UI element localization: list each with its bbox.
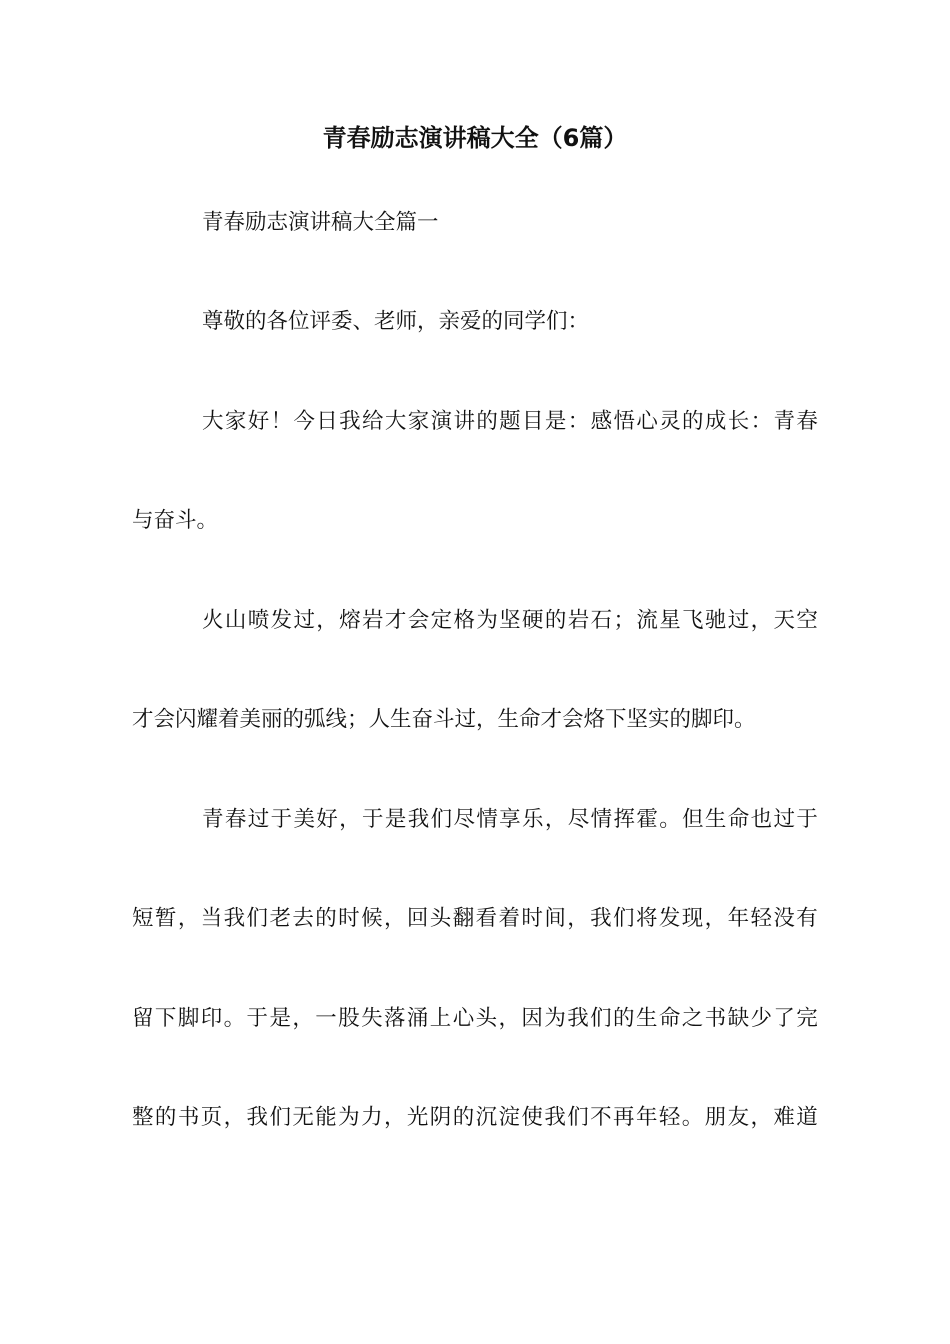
- text-char: 目: [522, 409, 544, 434]
- text-char: 我: [223, 906, 246, 931]
- text-char: ，: [544, 807, 567, 832]
- text-char: 轻: [658, 1105, 681, 1130]
- text-char: ，: [704, 906, 727, 931]
- text-char: 道: [796, 1105, 818, 1130]
- text-char: 长: [727, 409, 750, 434]
- text-char: 淀: [498, 1105, 521, 1130]
- text-char: 过: [773, 807, 795, 832]
- text-char: 去: [292, 906, 314, 931]
- text-char: 上: [429, 1006, 452, 1031]
- text-char: 一: [315, 1006, 337, 1031]
- text-char: 坚: [499, 608, 521, 633]
- salutation-line: 尊敬的各位评委、老师，亲爱的同学们：: [202, 309, 590, 334]
- text-char: 力: [361, 1105, 383, 1130]
- text-char: 心: [452, 1006, 475, 1031]
- text-char: 享: [499, 807, 521, 832]
- text-char: 书: [704, 1006, 727, 1031]
- text-char: 的: [315, 906, 337, 931]
- text-char: 。: [223, 1006, 246, 1031]
- text-char: 当: [200, 906, 223, 931]
- text-char: 朋: [704, 1105, 727, 1130]
- text-char: 们: [269, 1105, 291, 1130]
- text-char: 硬: [522, 608, 544, 633]
- text-char: 也: [750, 807, 773, 832]
- text-char: 日: [316, 409, 338, 434]
- text-char: 我: [246, 1105, 269, 1130]
- text-char: 乐: [522, 807, 544, 832]
- text-char: ；: [613, 608, 635, 633]
- text-char: 火: [202, 608, 224, 633]
- text-char: 再: [613, 1105, 635, 1130]
- text-char: 过: [247, 807, 270, 832]
- paragraph-line: 才会闪耀着美丽的弧线；人生奋斗过，生命才会烙下坚实的脚印。: [132, 707, 756, 732]
- text-char: 大: [384, 409, 407, 434]
- text-char: ！: [270, 409, 293, 434]
- text-char: 缺: [727, 1006, 750, 1031]
- text-char: 沉: [475, 1105, 498, 1130]
- paragraph-line: [132, 1103, 818, 1133]
- text-char: 空: [796, 608, 818, 633]
- text-char: 于: [796, 807, 818, 832]
- text-char: 涌: [406, 1006, 429, 1031]
- text-char: ，: [383, 906, 406, 931]
- text-char: 给: [362, 409, 384, 434]
- text-char: 于: [362, 807, 384, 832]
- text-char: 候: [361, 906, 383, 931]
- text-char: 我: [590, 906, 612, 931]
- text-char: 我: [567, 1006, 589, 1031]
- text-char: 落: [383, 1006, 406, 1031]
- text-char: 光: [406, 1105, 429, 1130]
- text-char: 格: [453, 608, 475, 633]
- text-char: 尽: [567, 807, 590, 832]
- text-char: 头: [475, 1006, 498, 1031]
- text-char: 因: [521, 1006, 543, 1031]
- text-char: 们: [430, 807, 453, 832]
- text-char: 悟: [613, 409, 635, 434]
- text-char: 着: [498, 906, 521, 931]
- text-char: 印: [200, 1006, 223, 1031]
- paragraph-line: [202, 606, 818, 636]
- text-char: 但: [682, 807, 704, 832]
- text-char: 头: [429, 906, 452, 931]
- text-char: 无: [292, 1105, 314, 1130]
- text-char: 阴: [429, 1105, 452, 1130]
- text-char: 青: [773, 409, 795, 434]
- text-char: 美: [293, 807, 315, 832]
- text-char: 了: [773, 1006, 795, 1031]
- paragraph-line: [132, 1004, 818, 1034]
- text-char: ：: [567, 409, 590, 434]
- text-char: 有: [796, 906, 818, 931]
- text-char: 灵: [659, 409, 681, 434]
- text-char: ，: [383, 1105, 406, 1130]
- text-char: 是: [544, 409, 567, 434]
- text-char: 命: [727, 807, 750, 832]
- text-char: 于: [270, 807, 293, 832]
- text-char: 下: [154, 1006, 177, 1031]
- text-char: 霍: [636, 807, 658, 832]
- text-char: 年: [727, 906, 750, 931]
- text-char: 难: [773, 1105, 795, 1130]
- text-char: 生: [704, 807, 727, 832]
- text-char: 。: [659, 807, 681, 832]
- text-char: 岩: [362, 608, 384, 633]
- text-char: 不: [590, 1105, 612, 1130]
- text-char: 现: [681, 906, 704, 931]
- text-char: 我: [339, 409, 361, 434]
- text-char: 尽: [453, 807, 475, 832]
- text-char: 们: [590, 1006, 612, 1031]
- text-char: 会: [407, 608, 430, 633]
- text-char: 好: [247, 409, 270, 434]
- text-char: 是: [384, 807, 407, 832]
- text-char: 流: [636, 608, 658, 633]
- text-char: 发: [270, 608, 293, 633]
- text-char: 我: [407, 807, 430, 832]
- paragraph-line: 与奋斗。: [132, 508, 219, 533]
- text-char: 我: [544, 1105, 566, 1130]
- text-char: 为: [544, 1006, 566, 1031]
- text-char: 的: [452, 1105, 475, 1130]
- text-char: ，: [339, 807, 361, 832]
- text-char: 少: [750, 1006, 772, 1031]
- text-char: 天: [773, 608, 795, 633]
- text-char: 发: [658, 906, 681, 931]
- text-char: 暂: [154, 906, 177, 931]
- text-char: 讲: [453, 409, 475, 434]
- text-char: 留: [132, 1006, 154, 1031]
- text-char: 能: [315, 1105, 337, 1130]
- section-heading: 青春励志演讲稿大全篇一: [202, 210, 439, 235]
- text-char: 们: [567, 1105, 589, 1130]
- text-char: 成: [704, 409, 727, 434]
- text-char: 题: [499, 409, 521, 434]
- text-char: 挥: [613, 807, 635, 832]
- text-char: 好: [316, 807, 338, 832]
- text-char: 心: [636, 409, 658, 434]
- text-char: 熔: [339, 608, 361, 633]
- text-char: ，: [316, 608, 338, 633]
- text-char: 友: [727, 1105, 750, 1130]
- text-char: 命: [658, 1006, 681, 1031]
- text-char: ，: [750, 1105, 772, 1130]
- text-char: 回: [406, 906, 429, 931]
- text-char: 的: [476, 409, 498, 434]
- text-char: 情: [590, 807, 613, 832]
- text-char: 是: [269, 1006, 291, 1031]
- text-char: 定: [430, 608, 453, 633]
- text-char: 岩: [567, 608, 590, 633]
- text-char: 将: [635, 906, 658, 931]
- text-char: 间: [544, 906, 566, 931]
- text-char: 翻: [452, 906, 475, 931]
- text-char: 演: [430, 409, 453, 434]
- text-char: ，: [750, 608, 773, 633]
- text-char: 失: [361, 1006, 383, 1031]
- paragraph-line: [202, 805, 818, 835]
- text-char: ，: [223, 1105, 246, 1130]
- text-char: 今: [293, 409, 315, 434]
- text-char: 整: [132, 1105, 154, 1130]
- text-char: 们: [613, 906, 635, 931]
- text-char: 年: [635, 1105, 658, 1130]
- text-char: ，: [498, 1006, 521, 1031]
- text-char: 春: [796, 409, 818, 434]
- text-char: 老: [269, 906, 291, 931]
- text-char: 为: [476, 608, 498, 633]
- text-char: 的: [544, 608, 567, 633]
- text-char: 喷: [247, 608, 270, 633]
- text-char: 过: [293, 608, 315, 633]
- text-char: 于: [246, 1006, 269, 1031]
- text-char: 才: [384, 608, 407, 633]
- text-char: 家: [224, 409, 247, 434]
- text-char: 青: [202, 807, 224, 832]
- text-char: 时: [521, 906, 543, 931]
- text-char: 股: [338, 1006, 360, 1031]
- text-char: ，: [177, 906, 200, 931]
- text-char: 。: [681, 1105, 704, 1130]
- text-char: 飞: [682, 608, 704, 633]
- paragraph-line: [132, 904, 818, 934]
- text-char: 驰: [704, 608, 727, 633]
- text-char: 感: [590, 409, 613, 434]
- text-char: 们: [246, 906, 269, 931]
- paragraph-line: [202, 407, 818, 437]
- text-char: 脚: [177, 1006, 200, 1031]
- text-char: 石: [590, 608, 613, 633]
- text-char: 星: [659, 608, 681, 633]
- text-char: 大: [202, 409, 224, 434]
- text-char: 书: [177, 1105, 200, 1130]
- text-char: 过: [727, 608, 750, 633]
- document-title: 青春励志演讲稿大全（6篇）: [322, 124, 628, 152]
- text-char: 没: [773, 906, 795, 931]
- text-char: 情: [476, 807, 498, 832]
- text-char: 为: [338, 1105, 360, 1130]
- text-char: 的: [154, 1105, 177, 1130]
- text-char: 短: [132, 906, 154, 931]
- text-char: 的: [682, 409, 704, 434]
- text-char: 轻: [750, 906, 772, 931]
- text-char: 的: [613, 1006, 635, 1031]
- text-char: 春: [224, 807, 247, 832]
- text-char: ：: [750, 409, 773, 434]
- text-char: 生: [635, 1006, 658, 1031]
- text-char: 之: [681, 1006, 704, 1031]
- text-char: 完: [796, 1006, 818, 1031]
- text-char: 看: [475, 906, 498, 931]
- text-char: ，: [567, 906, 589, 931]
- text-char: 页: [200, 1105, 223, 1130]
- text-char: 家: [407, 409, 430, 434]
- text-char: 时: [338, 906, 360, 931]
- text-char: ，: [292, 1006, 314, 1031]
- text-char: 山: [224, 608, 247, 633]
- text-char: 使: [521, 1105, 543, 1130]
